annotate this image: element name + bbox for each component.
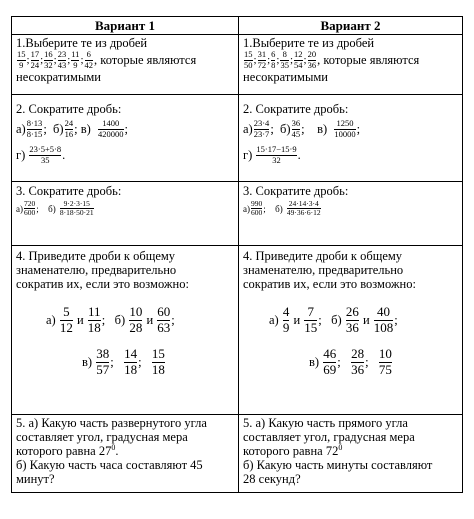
v2-task-2-title: 2. Сократите дробь:	[243, 102, 349, 116]
fraction: $\frac{15\cdot 17-15\cdot 9}{32}$	[256, 144, 297, 165]
item-label: б)	[280, 122, 291, 137]
v2-task-1	[239, 35, 463, 95]
fraction: $\frac{12}{54}$	[294, 49, 303, 70]
v1-task-5-line: б) Какую часть часа составляют 45	[16, 458, 203, 472]
v1-task-4-line: знаменателю, предварительно	[16, 263, 177, 277]
v1-task-2: 2. Сократите дробь: а) $\frac{8\cdot 13}{8\cdot 15}$ ; б) $\frac{24}{16}$ ; в) $\frac{1400}{420000}$ ; г) $\frac{23\cdot 5+5\cdot 8}{35}$ .	[12, 95, 239, 182]
fraction: $\frac{8}{35}$	[280, 49, 289, 70]
v2-task-2: 2. Сократите дробь: а) $\frac{23\cdot 4}{23\cdot 7}$ ; б) $\frac{36}{45}$ ; в) $\frac{1250}{10000}$ ; г) $\frac{15\cdot 17-15\cdot 9}{32}$ .	[239, 95, 463, 182]
item-label: а)	[243, 122, 253, 137]
item-label: в)	[82, 355, 93, 370]
v1-task-1-text: 1.Выберите те из дробей	[16, 36, 148, 50]
fraction: $\frac{46}{69}$	[323, 346, 337, 377]
v1-task-5	[12, 415, 239, 493]
v1-task-1	[12, 35, 239, 95]
fraction: $\frac{990}{600}$	[251, 199, 263, 218]
item-label: а)	[16, 122, 26, 137]
v2-task-1-suffix2: несократимыми	[243, 70, 328, 85]
v2-task-1-fractions: $\frac{15}{50}$ ; $\frac{31}{72}$ ; $\frac{6}{8}$ ; $\frac{8}{35}$ ; $\frac{12}{54}$ ; $\frac{20}{36}$ , которые являются	[244, 49, 420, 70]
fraction: $\frac{36}{45}$	[291, 118, 301, 139]
item-label: а)	[243, 203, 250, 214]
v1-task-4: 4. Приведите дроби к общему знаменателю, предварительно сократив их, если это возможно: а) $\frac{5}{12}$ и $\frac{11}{18}$ ; б) $\frac{10}{28}$ и $\frac{60}{63}$ ; в) $\frac{38}{57}$ ; $\frac{14}{18}$ ; $\frac{15}{18}$	[12, 246, 239, 415]
item-label: г)	[243, 148, 253, 163]
v1-task-5-line: которого равна $27^0$.	[16, 442, 119, 458]
v1-task-2-title: 2. Сократите дробь:	[16, 102, 122, 116]
fraction: $\frac{24}{16}$	[64, 118, 74, 139]
task-1-row	[12, 35, 463, 95]
fraction: $\frac{28}{36}$	[351, 346, 365, 377]
item-label: г)	[16, 148, 26, 163]
task-4-row	[12, 246, 463, 415]
fraction: $\frac{7}{15}$	[304, 304, 318, 335]
v1-task-4-line: сократив их, если это возможно:	[16, 277, 189, 291]
v1-task-4-line: 4. Приведите дроби к общему	[16, 249, 176, 263]
fraction: $\frac{26}{36}$	[345, 304, 359, 335]
v1-task-5-line: составляет угол, градусная мера	[16, 430, 188, 444]
fraction: $\frac{8\cdot 13}{8\cdot 15}$	[26, 118, 43, 139]
v2-task-5-line: составляет угол, градусная мера	[243, 430, 415, 444]
header-row	[12, 17, 463, 35]
fraction: $\frac{16}{32}$	[44, 49, 53, 70]
fraction: $\frac{14}{18}$	[124, 346, 138, 377]
fraction: $\frac{60}{63}$	[157, 304, 171, 335]
v1-task-3: 3. Сократите дробь: а) $\frac{720}{600}$ ; б) $\frac{9\cdot 2\cdot 3\cdot 15}{8\cdot 18\cdot 50\cdot 21}$	[12, 182, 239, 246]
item-label: б)	[48, 203, 56, 214]
fraction: $\frac{5}{12}$	[59, 304, 73, 335]
v1-task-1-suffix: , которые являются	[94, 53, 197, 68]
fraction: $\frac{10}{75}$	[378, 346, 392, 377]
task-5-row	[12, 415, 463, 493]
fraction: $\frac{24\cdot 14\cdot 3\cdot 4}{49\cdot 36\cdot 6\cdot 12}$	[286, 199, 321, 218]
item-label: в)	[309, 355, 320, 370]
fraction: $\frac{15}{18}$	[151, 346, 165, 377]
fraction: $\frac{15}{9}$	[17, 49, 26, 70]
fraction: $\frac{4}{9}$	[282, 304, 290, 335]
item-label: а)	[16, 203, 23, 214]
fraction: $\frac{6}{8}$	[271, 49, 276, 70]
fraction: $\frac{31}{72}$	[257, 49, 267, 70]
v1-task-1-fractions: $\frac{15}{9}$ ; $\frac{17}{24}$ ; $\frac{16}{32}$ ; $\frac{23}{43}$ ; $\frac{11}{9}$ ; $\frac{6}{42}$ , которые являются	[17, 49, 197, 70]
v2-task-3-title: 3. Сократите дробь:	[243, 184, 349, 198]
v2-task-4-line: 4. Приведите дроби к общему	[243, 249, 403, 263]
worksheet-table	[11, 16, 463, 493]
fraction: $\frac{15}{50}$	[244, 49, 253, 70]
fraction: $\frac{38}{57}$	[96, 346, 110, 377]
fraction: $\frac{11}{18}$	[87, 304, 101, 335]
fraction: $\frac{1400}{420000}$	[98, 118, 124, 139]
v2-task-4: 4. Приведите дроби к общему знаменателю, предварительно сократив их, если это возможно: а) $\frac{4}{9}$ и $\frac{7}{15}$ ; б) $\frac{26}{36}$ и $\frac{40}{108}$ ; в) $\frac{46}{69}$ ; $\frac{28}{36}$ ; $\frac{10}{75}$	[239, 246, 463, 415]
item-label: б)	[275, 203, 283, 214]
fraction: $\frac{720}{600}$	[24, 199, 36, 218]
variant-2-header: Вариант 2	[239, 17, 463, 35]
item-label: а)	[269, 313, 279, 328]
fraction: $\frac{17}{24}$	[30, 49, 40, 70]
v2-task-5-line: 28 секунд?	[243, 472, 301, 486]
fraction: $\frac{9\cdot 2\cdot 3\cdot 15}{8\cdot 18\cdot 50\cdot 21}$	[59, 199, 94, 218]
fraction: $\frac{10}{28}$	[129, 304, 143, 335]
task-2-row	[12, 95, 463, 182]
v2-task-5-line: б) Какую часть минуты составляют	[243, 458, 433, 472]
fraction: $\frac{1250}{10000}$	[334, 118, 356, 139]
v2-task-1-suffix: , которые являются	[317, 53, 420, 68]
v2-task-1-text: 1.Выберите те из дробей	[243, 36, 375, 50]
fraction: $\frac{23\cdot 4}{23\cdot 7}$	[253, 118, 270, 139]
v1-task-3-title: 3. Сократите дробь:	[16, 184, 122, 198]
v2-task-3: 3. Сократите дробь: а) $\frac{990}{600}$ ; б) $\frac{24\cdot 14\cdot 3\cdot 4}{49\cdot 36\cdot 6\cdot 12}$	[239, 182, 463, 246]
fraction: $\frac{23}{43}$	[57, 49, 67, 70]
task-3-row	[12, 182, 463, 246]
v2-task-5-line: 5. а) Какую часть прямого угла	[243, 416, 408, 430]
item-label: б)	[53, 122, 64, 137]
fraction: $\frac{23\cdot 5+5\cdot 8}{35}$	[29, 144, 62, 165]
fraction: $\frac{20}{36}$	[307, 49, 317, 70]
v2-task-4-line: сократив их, если это возможно:	[243, 277, 416, 291]
item-label: в)	[317, 122, 328, 137]
item-label: в)	[80, 122, 91, 137]
v1-task-5-line: 5. а) Какую часть развернутого угла	[16, 416, 207, 430]
fraction: $\frac{40}{108}$	[373, 304, 394, 335]
v2-task-5	[239, 415, 463, 493]
item-label: б)	[331, 313, 342, 328]
v1-task-5-line: минут?	[16, 472, 55, 486]
variant-1-header: Вариант 1	[12, 17, 239, 35]
v1-task-1-suffix2: несократимыми	[16, 70, 101, 85]
fraction: $\frac{11}{9}$	[71, 49, 80, 70]
fraction: $\frac{6}{42}$	[84, 49, 93, 70]
v2-task-4-line: знаменателю, предварительно	[243, 263, 404, 277]
item-label: б)	[114, 313, 126, 328]
v2-task-5-line: которого равна $72^0$	[243, 442, 343, 458]
item-label: а)	[46, 313, 56, 328]
